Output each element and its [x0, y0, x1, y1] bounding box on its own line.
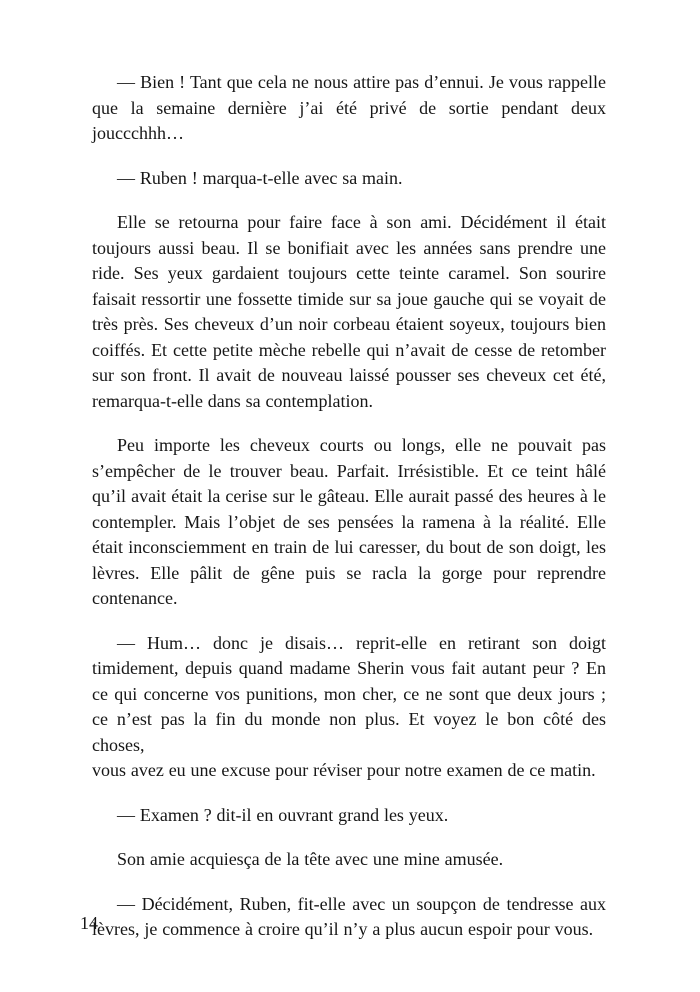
paragraph: [92, 631, 606, 784]
text-line: toujours aussi beau. Il se bonifiait avec les années sans prendre une: [92, 237, 606, 258]
text-line: Peu importe les cheveux courts ou longs, elle ne pouvait pas: [117, 435, 606, 455]
text-line: très près. Ses cheveux d’un noir corbeau étaient soyeux, toujours bien: [92, 314, 606, 334]
text-line: lèvres. Elle pâlit de gêne puis se racla la gorge pour reprendre: [92, 562, 606, 583]
text-line: ce n’est pas la fin du monde non plus. Et voyez le bon côté des choses,: [92, 709, 606, 755]
paragraph: [92, 433, 606, 612]
text-line: s’empêcher de le trouver beau. Parfait. Irrésistible. Et ce teint hâlé: [92, 460, 606, 481]
text-line: lèvres, je commence à croire qu’il n’y a plus aucun espoir pour vous.: [92, 919, 594, 939]
text-line: Elle se retourna pour faire face à son ami. Décidément il était: [117, 212, 606, 232]
text-line: ce qui concerne vos punitions, mon cher, ce ne sont que deux jours ;: [92, 683, 606, 704]
text-line: — Hum… donc je disais… reprit-elle en retirant son doigt: [117, 632, 606, 653]
paragraph: [92, 892, 606, 943]
paragraph: [92, 166, 606, 192]
text-line: faisait ressortir une fossette timide sur sa joue gauche qui se voyait de: [92, 288, 606, 309]
page-number: 14: [80, 913, 98, 933]
page-text: [92, 70, 606, 943]
text-line: Son amie acquiesça de la tête avec une mine amusée.: [117, 849, 504, 869]
text-line: que la semaine dernière j’ai été privé de sortie pendant deux: [92, 97, 606, 118]
text-line: — Bien ! Tant que cela ne nous attire pas d’ennui. Je vous rappelle: [117, 72, 606, 92]
text-line: coiffés. Et cette petite mèche rebelle qui n’avait de cesse de retomber: [92, 339, 606, 360]
text-line: — Examen ? dit-il en ouvrant grand les yeux.: [117, 804, 449, 825]
paragraph: [92, 210, 606, 414]
text-line: — Décidément, Ruben, fit-elle avec un soupçon de tendresse aux: [117, 893, 606, 914]
text-line: — Ruben ! marqua-t-elle avec sa main.: [117, 167, 403, 188]
text-line: remarqua-t-elle dans sa contemplation.: [92, 390, 373, 411]
text-line: qu’il avait était la cerise sur le gâteau. Elle aurait passé des heures à le: [92, 486, 606, 506]
text-line: contempler. Mais l’objet de ses pensées la ramena à la réalité. Elle: [92, 511, 606, 532]
text-line: contenance.: [92, 588, 178, 608]
paragraph: [92, 803, 606, 829]
paragraph: [92, 70, 606, 147]
text-line: jouccchhh…: [92, 123, 184, 143]
text-line: timidement, depuis quand madame Sherin vous fait autant peur ? En: [92, 658, 606, 678]
text-line: ride. Ses yeux gardaient toujours cette teinte caramel. Son sourire: [92, 263, 606, 283]
text-line: sur son front. Il avait de nouveau laissé pousser ses cheveux cet été,: [92, 365, 606, 385]
paragraph: [92, 847, 606, 873]
text-line: vous avez eu une excuse pour réviser pour notre examen de ce matin.: [92, 760, 596, 780]
text-line: était inconsciemment en train de lui caresser, du bout de son doigt, les: [92, 537, 606, 557]
